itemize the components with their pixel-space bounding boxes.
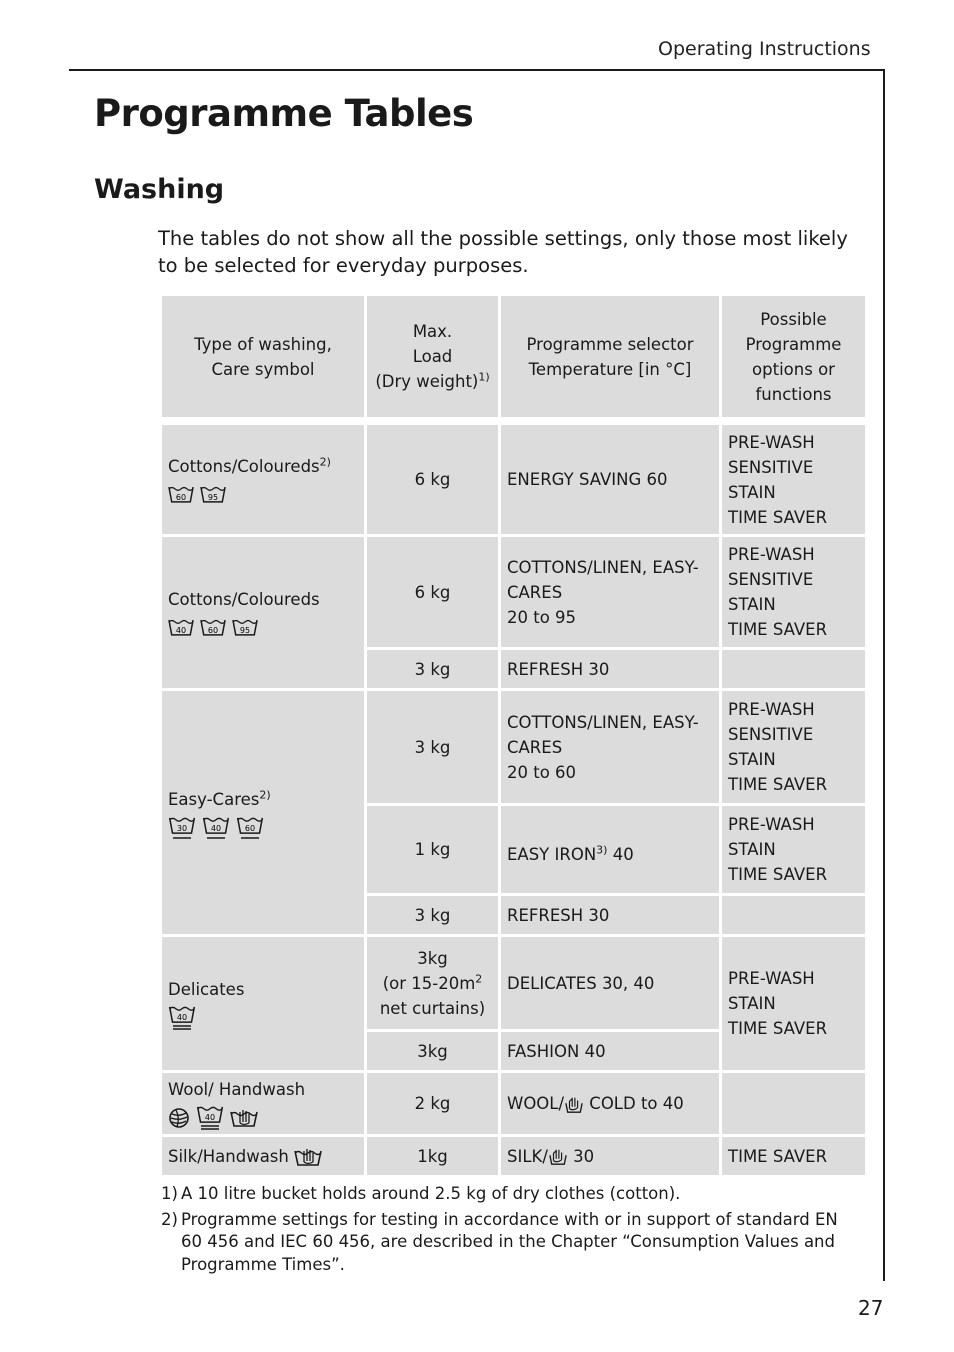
programme-table (159, 293, 868, 1178)
options-cell: PRE-WASH STAIN TIME SAVER (722, 806, 865, 893)
svg-text:40: 40 (210, 823, 222, 833)
wash-30-gentle-icon (168, 816, 196, 839)
table-header-row (162, 296, 865, 417)
svg-text:40: 40 (175, 625, 187, 635)
header-type: Type of washing, Care symbol (162, 296, 364, 417)
section-header: Operating Instructions (658, 38, 871, 60)
handwash-icon (294, 1147, 322, 1167)
page-number: 27 (858, 1296, 884, 1320)
header-rule (69, 69, 885, 71)
options-cell (722, 650, 865, 688)
handwash-icon (548, 1148, 568, 1166)
load-cell: 6 kg (367, 537, 498, 647)
svg-text:95: 95 (239, 625, 251, 635)
load-cell: 2 kg (367, 1073, 498, 1134)
load-cell: 1 kg (367, 806, 498, 893)
load-cell: 1kg (367, 1137, 498, 1175)
header-load: Max. Load (Dry weight)$^{1)}$ (367, 296, 498, 417)
programme-cell: EASY IRON$^{3)}$ 40 (501, 806, 719, 893)
wash-95-icon (232, 618, 258, 637)
type-cell: Wool/ Handwash 40 (162, 1073, 364, 1134)
load-cell: 3kg (or $15-20m^2$ net curtains) (367, 937, 498, 1029)
table-row (162, 537, 865, 647)
header-programme: Programme selector Temperature [in °C] (501, 296, 719, 417)
wash-60-gentle-icon (236, 816, 264, 839)
type-cell: Delicates 40 (162, 937, 364, 1070)
footnotes (161, 1183, 841, 1279)
load-cell: 6 kg (367, 425, 498, 534)
type-cell: Silk/Handwash (162, 1137, 364, 1175)
header-options: Possible Programme options or functions (722, 296, 865, 417)
wash-40-very-gentle-icon (168, 1005, 196, 1030)
options-cell: PRE-WASH SENSITIVE STAIN TIME SAVER (722, 425, 865, 534)
svg-text:60: 60 (175, 492, 187, 502)
intro-text: The tables do not show all the possible settings, only those most likely to be selected for everyday purposes. (158, 227, 848, 277)
wash-40-gentle-icon (202, 816, 230, 839)
programme-cell: REFRESH 30 (501, 896, 719, 934)
footnote: 1) A 10 litre bucket holds around 2.5 kg of dry clothes (cotton). (161, 1184, 681, 1203)
svg-text:95: 95 (207, 492, 219, 502)
svg-text:60: 60 (207, 625, 219, 635)
svg-text:40: 40 (176, 1013, 188, 1022)
options-cell: PRE-WASH SENSITIVE STAIN TIME SAVER (722, 537, 865, 647)
type-cell: Cottons/Coloureds$^{2)}$ 60 95 (162, 425, 364, 534)
options-cell: PRE-WASH SENSITIVE STAIN TIME SAVER (722, 691, 865, 803)
load-cell: 3 kg (367, 896, 498, 934)
wool-icon (168, 1107, 190, 1129)
programme-cell: ENERGY SAVING 60 (501, 425, 719, 534)
options-cell: TIME SAVER (722, 1137, 865, 1175)
wash-40-icon (168, 618, 194, 637)
load-cell: 3 kg (367, 691, 498, 803)
handwash-icon (230, 1108, 258, 1128)
wash-60-icon (200, 618, 226, 637)
programme-cell: SILK/ 30 (501, 1137, 719, 1175)
options-cell (722, 1073, 865, 1134)
programme-cell: COTTONS/LINEN, EASY- CARES 20 to 60 (501, 691, 719, 803)
load-cell: 3kg (367, 1032, 498, 1070)
load-cell: 3 kg (367, 650, 498, 688)
type-cell: Easy-Cares$^{2)}$ 30 40 60 (162, 691, 364, 934)
programme-cell: WOOL/ COLD to 40 (501, 1073, 719, 1134)
table-row (162, 937, 865, 1029)
page-title: Programme Tables (94, 92, 474, 135)
table-row (162, 691, 865, 803)
wash-60-icon (168, 485, 194, 504)
programme-cell: DELICATES 30, 40 (501, 937, 719, 1029)
programme-cell: REFRESH 30 (501, 650, 719, 688)
programme-cell: COTTONS/LINEN, EASY- CARES 20 to 95 (501, 537, 719, 647)
table-row (162, 1073, 865, 1134)
section-title: Washing (94, 174, 225, 205)
svg-text:40: 40 (204, 1113, 216, 1122)
wash-95-icon (200, 485, 226, 504)
svg-text:60: 60 (244, 823, 256, 833)
options-cell: PRE-WASH STAIN TIME SAVER (722, 937, 865, 1070)
handwash-icon (564, 1096, 584, 1114)
margin-rule (883, 69, 885, 1281)
table-row (162, 1137, 865, 1175)
wash-40-very-gentle-icon (196, 1105, 224, 1130)
type-cell: Cottons/Coloureds 40 60 95 (162, 537, 364, 688)
programme-cell: FASHION 40 (501, 1032, 719, 1070)
footnote: 2) Programme settings for testing in accordance with or in support of standard EN 60 456 and IEC 60 456, are described in the Chapter “Consumption Values and Programme Times”. (161, 1209, 838, 1274)
svg-text:30: 30 (176, 823, 188, 833)
options-cell (722, 896, 865, 934)
table-row (162, 425, 865, 534)
